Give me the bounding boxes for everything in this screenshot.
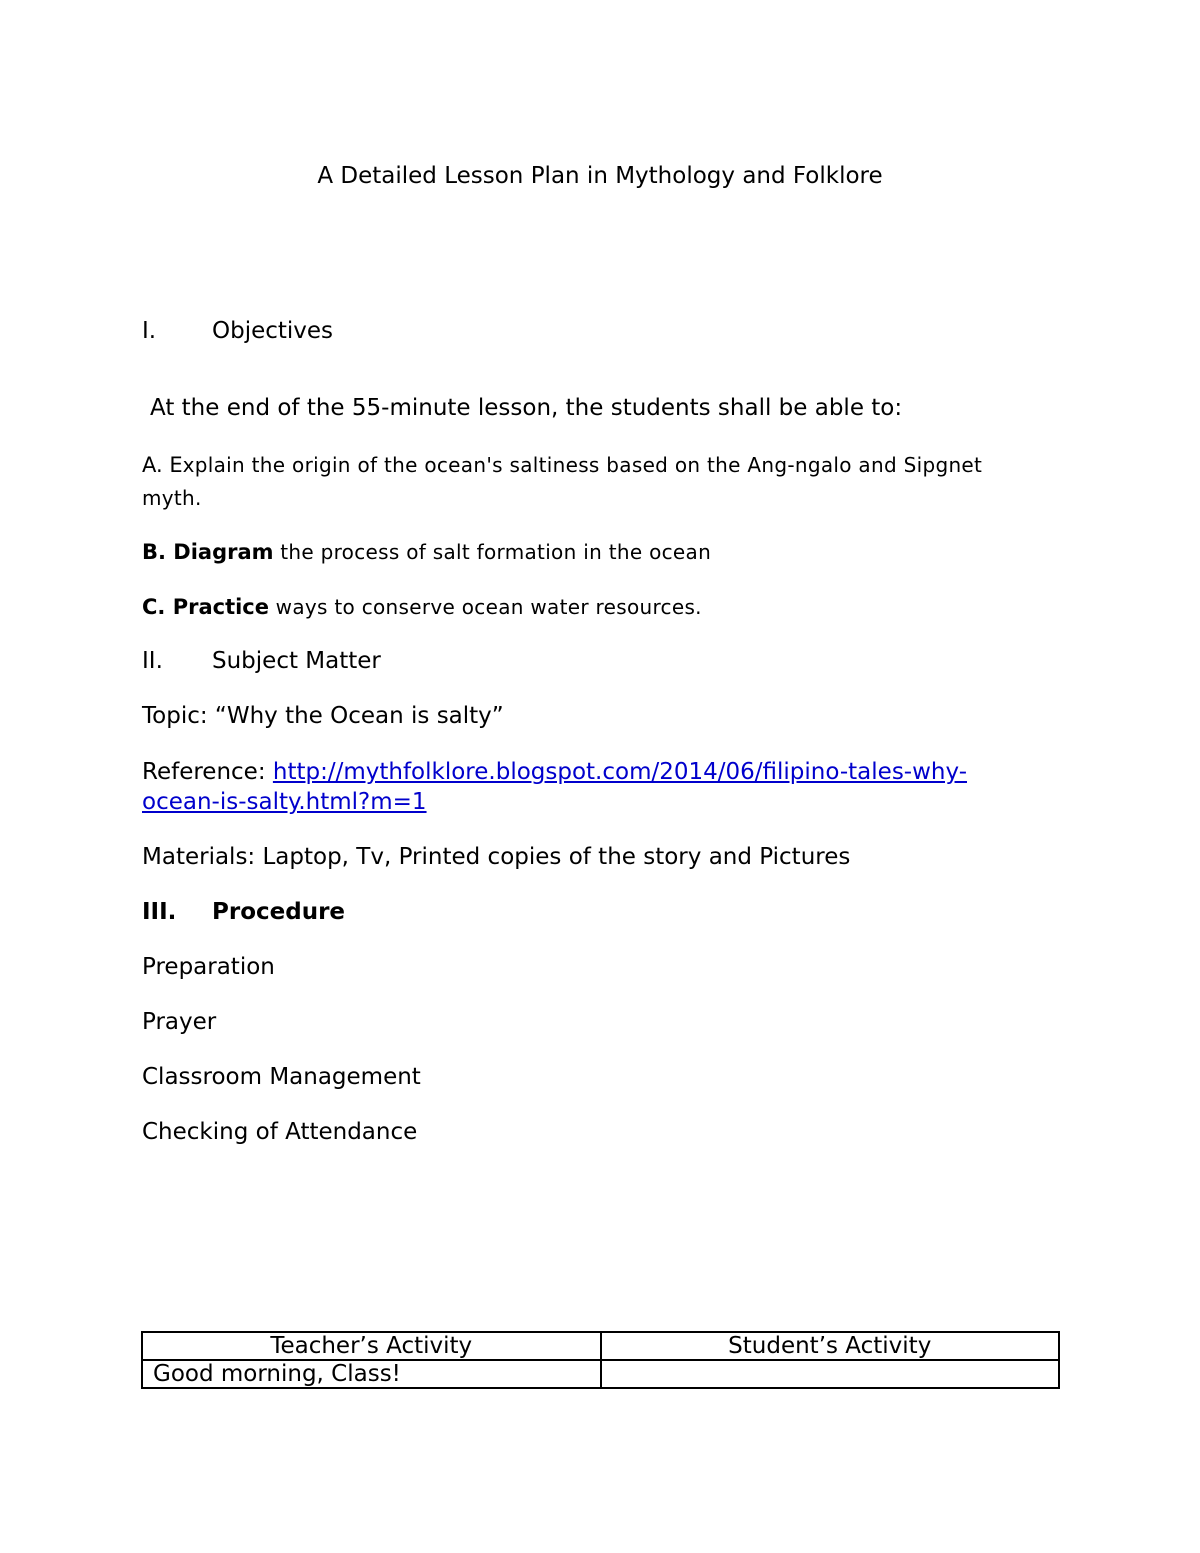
objective-a-continued: myth. [142, 486, 202, 510]
procedure-step: Preparation [142, 954, 275, 980]
objective-c-text: ways to conserve ocean water resources. [269, 595, 702, 619]
objective-c-lead: C. Practice [142, 595, 269, 619]
table-cell-student [601, 1360, 1060, 1388]
objectives-title: Objectives [212, 318, 334, 344]
subject-matter-heading [142, 648, 381, 674]
student-activity-header: Student’s Activity [601, 1332, 1060, 1360]
table-row [142, 1360, 1059, 1388]
objective-b [142, 540, 711, 564]
teacher-activity-header: Teacher’s Activity [142, 1332, 601, 1360]
objectives-heading [142, 318, 333, 344]
objective-c [142, 595, 702, 619]
procedure-number: III. [142, 899, 177, 925]
reference-line [142, 759, 967, 785]
activity-table [141, 1331, 1060, 1389]
objective-a-lead: A. E [142, 453, 183, 477]
objectives-number: I. [142, 318, 157, 344]
topic-line: Topic: “Why the Ocean is salty” [142, 703, 504, 729]
procedure-title: Procedure [212, 899, 346, 925]
subject-matter-title: Subject Matter [212, 648, 381, 674]
procedure-step: Classroom Management [142, 1064, 421, 1090]
objectives-intro: At the end of the 55-minute lesson, the students shall be able to: [150, 395, 903, 421]
materials-line: Materials: Laptop, Tv, Printed copies of the story and Pictures [142, 844, 851, 870]
objective-a-text: xplain the origin of the ocean's saltiness based on the Ang-ngalo and Sipgnet [182, 453, 983, 477]
reference-line-continued [142, 789, 427, 815]
table-cell-teacher: Good morning, Class! [142, 1360, 601, 1388]
procedure-step: Checking of Attendance [142, 1119, 418, 1145]
objective-b-text: the process of salt formation in the ocean [273, 540, 712, 564]
subject-matter-number: II. [142, 648, 163, 674]
procedure-step: Prayer [142, 1009, 217, 1035]
reference-link[interactable]: http://mythfolklore.blogspot.com/2014/06/filipino-tales-why- [272, 759, 967, 785]
document-title: A Detailed Lesson Plan in Mythology and Folklore [317, 163, 883, 189]
reference-link-continued[interactable]: ocean-is-salty.html?m=1 [142, 789, 427, 815]
reference-label: Reference: [142, 759, 273, 785]
procedure-heading [142, 899, 345, 925]
objective-b-lead: B. Diagram [142, 540, 274, 564]
table-header-row [142, 1332, 1059, 1360]
objective-a [142, 453, 982, 477]
